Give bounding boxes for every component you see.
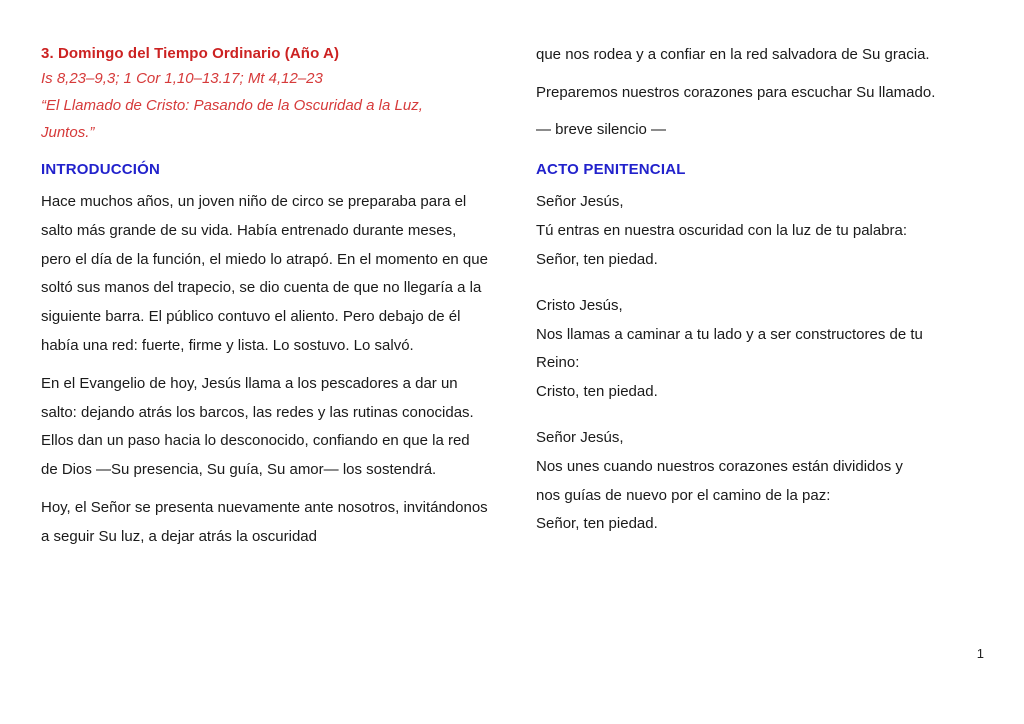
invocation-petition-line: Nos unes cuando nuestros corazones están divididos y: [536, 457, 903, 475]
invocation-spacer: [536, 415, 985, 424]
penitential-invocation-2: [536, 292, 985, 407]
right-column: [536, 41, 985, 631]
intro-paragraph-2: En el Evangelio de hoy, Jesús llama a los pescadores a dar un salto: dejando atrás los barcos, las redes y las rutinas conocidas. Ellos dan un paso hacia lo desconocido, confiando en que la red de Dios —Su presencia, Su guía, Su amor— los sostendrá.: [41, 374, 474, 479]
readings-reference: Is 8,23–9,3; 1 Cor 1,10–13.17; Mt 4,12–23: [41, 70, 323, 87]
invocation-petition-line: Reino:: [536, 354, 580, 372]
invocation-petition-line: nos guías de nuevo por el camino de la paz:: [536, 486, 831, 504]
theme-line-second: Juntos.”: [41, 124, 95, 141]
theme-line-first: “El Llamado de Cristo: Pasando de la Oscuridad a la Luz,: [41, 97, 423, 114]
penitential-invocation-3: [536, 424, 985, 539]
invocation-response: Señor, ten piedad.: [536, 515, 658, 533]
two-column-layout: [41, 41, 985, 631]
penitential-invocation-1: [536, 188, 985, 274]
silence-rubric: — breve silencio —: [536, 120, 667, 138]
invocation-address: Señor Jesús,: [536, 428, 624, 446]
page-number: 1: [976, 646, 984, 661]
intro-paragraph-1: Hace muchos años, un joven niño de circo se preparaba para el salto más grande de su vida. Había entrenado durante meses, pero el día de la función, el miedo lo atrapó. En el momento en que soltó sus manos del trapecio, se dio cuenta de que no llegaría a la siguiente barra. El público contuvo el aliento. Pero debajo de él había una red: fuerte, firme y lista. Lo sostuvo. Lo salvó.: [41, 193, 488, 354]
section-heading-introduccion: INTRODUCCIÓN: [41, 161, 161, 178]
invocation-response: Señor, ten piedad.: [536, 250, 658, 268]
invocation-address: Cristo Jesús,: [536, 296, 623, 314]
invocation-spacer: [536, 283, 985, 292]
left-column: [41, 41, 490, 631]
invocation-petition-line: Tú entras en nuestra oscuridad con la luz de tu palabra:: [536, 222, 908, 240]
invocation-petition-line: Nos llamas a caminar a tu lado y a ser constructores de tu: [536, 325, 923, 343]
section-heading-acto-penitencial: ACTO PENITENCIAL: [536, 161, 686, 179]
invocation-response: Cristo, ten piedad.: [536, 383, 658, 401]
intro-paragraph-3: Hoy, el Señor se presenta nuevamente ante nosotros, invitándonos a seguir Su luz, a dejar atrás la oscuridad: [41, 498, 488, 545]
continuation-paragraph: que nos rodea y a confiar en la red salvadora de Su gracia.: [536, 46, 930, 63]
document-title: 3. Domingo del Tiempo Ordinario (Año A): [41, 45, 340, 62]
invocation-address: Señor Jesús,: [536, 193, 624, 211]
prepare-hearts-paragraph: Preparemos nuestros corazones para escuchar Su llamado.: [536, 83, 936, 101]
